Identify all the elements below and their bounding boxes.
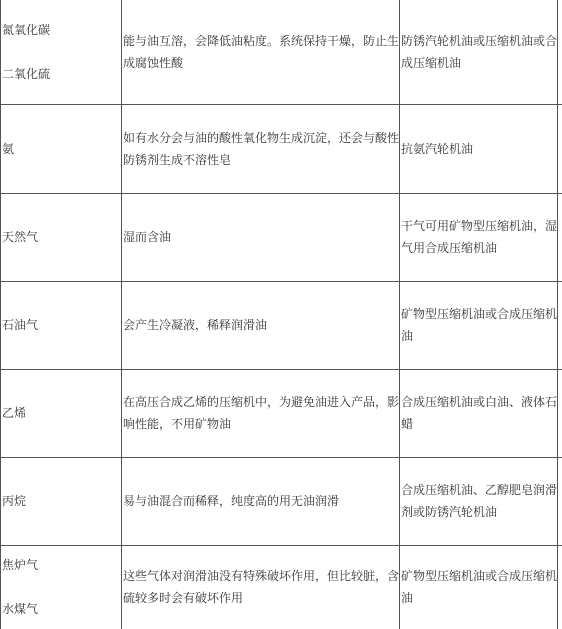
cell-text-line: 易与油混合而稀释，纯度高的用无油润滑 (123, 494, 340, 508)
effect-cell (123, 30, 399, 74)
cell-text-line: 油 (401, 329, 414, 343)
cell-text-line: 抗氨汽轮机油 (401, 142, 474, 156)
cell-text-line: 氨 (2, 142, 15, 156)
effect-cell (123, 490, 399, 512)
row-divider (0, 104, 562, 105)
row-divider (0, 281, 562, 282)
cell-text-line: 湿而含油 (123, 230, 172, 244)
recommended-oil-cell (401, 138, 561, 160)
cell-text-line: 天然气 (2, 230, 39, 244)
effect-cell (123, 127, 399, 171)
recommended-oil-cell (401, 391, 561, 435)
gas-name-cell (2, 138, 120, 160)
row-divider (0, 457, 562, 458)
cell-text-line: 如有水分会与油的酸性氧化物生成沉淀，还会与酸性 (123, 131, 399, 145)
cell-text-line: 合成压缩机油或白油、液体石 (401, 395, 558, 409)
cell-text-line: 能与油互溶，会降低油粘度。系统保持干燥，防止生 (123, 34, 399, 48)
cell-text-line: 蜡 (401, 417, 414, 431)
cell-text-line: 成腐蚀性酸 (123, 56, 184, 70)
gas-name-cell (2, 226, 120, 248)
gas-name-cell (2, 19, 120, 85)
recommended-oil-cell (401, 479, 561, 523)
cell-text-line: 合成压缩机油、乙醇肥皂润滑 (401, 483, 558, 497)
cell-text-line: 矿物型压缩机油或合成压缩机 (401, 307, 558, 321)
cell-text-line: 剂或防锈汽轮机油 (401, 505, 498, 519)
cell-text-line: 石油气 (2, 318, 39, 332)
cell-text-line: 气用合成压缩机油 (401, 241, 498, 255)
recommended-oil-cell (401, 565, 561, 609)
recommended-oil-cell (401, 303, 561, 347)
cell-text-line: 硫较多时会有破坏作用 (123, 591, 244, 605)
row-divider (0, 193, 562, 194)
column-divider (399, 0, 400, 629)
column-divider (121, 0, 122, 629)
gas-name-cell (2, 314, 120, 336)
cell-text-line: 丙烷 (2, 494, 27, 508)
effect-cell (123, 565, 399, 609)
cell-text-line: 氮氧化碳 (2, 23, 51, 37)
cell-text-line: 矿物型压缩机油或合成压缩机 (401, 569, 558, 583)
gas-name-cell (2, 402, 120, 424)
row-divider (0, 545, 562, 546)
cell-text-line: 防锈汽轮机油或压缩机油或合 (401, 34, 558, 48)
effect-cell (123, 314, 399, 336)
gas-name-cell (2, 490, 120, 512)
cell-text-line: 二氧化硫 (2, 67, 51, 81)
cell-text-line: 这些气体对润滑油没有特殊破坏作用，但比较脏，含 (123, 569, 399, 583)
cell-text-line: 油 (401, 591, 414, 605)
cell-text-line: 焦炉气 (2, 558, 39, 572)
cell-text-line: 干气可用矿物型压缩机油，湿 (401, 219, 558, 233)
recommended-oil-cell (401, 215, 561, 259)
recommended-oil-cell (401, 30, 561, 74)
cell-text-line: 在高压合成乙烯的压缩机中，为避免油进入产品，影 (123, 395, 399, 409)
cell-text-line: 响性能，不用矿物油 (123, 417, 232, 431)
effect-cell (123, 391, 399, 435)
row-divider (0, 369, 562, 370)
effect-cell (123, 226, 399, 248)
gas-name-cell (2, 554, 120, 620)
cell-text-line: 防锈剂生成不溶性皂 (123, 153, 232, 167)
cell-text-line: 会产生冷凝液，稀释润滑油 (123, 318, 268, 332)
cell-text-line: 成压缩机油 (401, 56, 462, 70)
cell-text-line: 水煤气 (2, 602, 39, 616)
cell-text-line: 乙烯 (2, 406, 27, 420)
column-divider (0, 0, 1, 629)
